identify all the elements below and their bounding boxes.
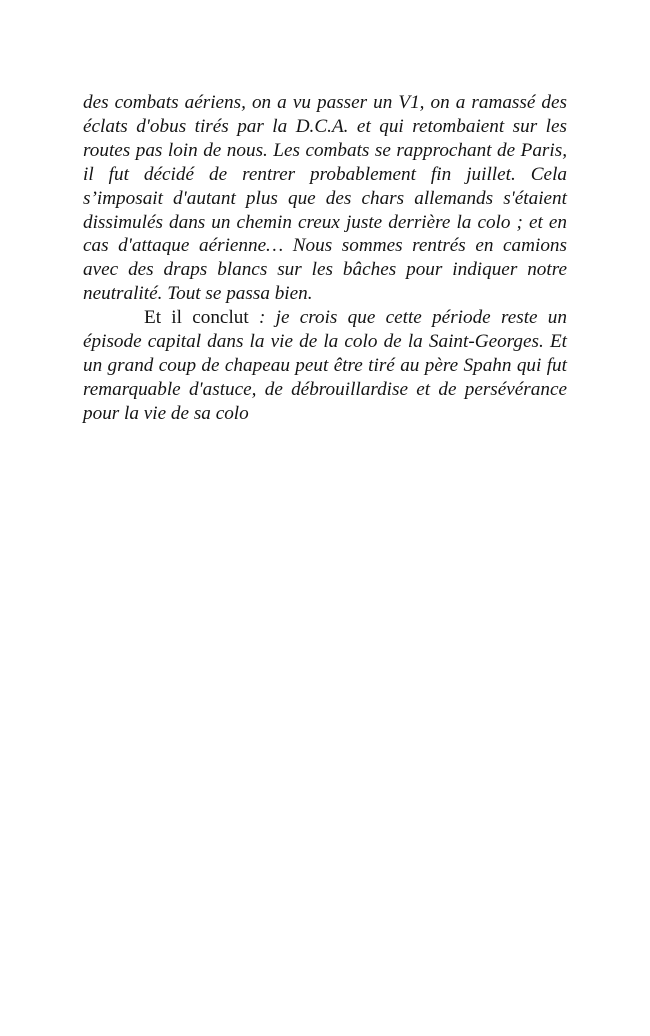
paragraph-return-from-colo	[83, 91, 567, 306]
attribution-text: Et il conclut	[144, 307, 259, 329]
quote-text: : je crois que cette période reste un épisode capital dans la vie de la colo de la Saint-Georges. Et un grand coup de chapeau peut être tiré au père Spahn qui fut remarquable d'astuce, de débrouillardise et de persévérance pour la vie de sa colo	[83, 307, 567, 424]
paragraph-conclusion	[83, 306, 567, 426]
paragraph-text: des combats aériens, on a vu passer un V1, on a ramassé des éclats d'obus tirés par la D.C.A. et qui retombaient sur les routes pas loin de nous. Les combats se rapprochant de Paris, il fut décidé de rentrer probablement fin juillet. Cela s’imposait d'autant plus que des chars allemands s'étaient dissimulés dans un chemin creux juste derrière la colo ; et en cas d'attaque aérienne… Nous sommes rentrés en camions avec des draps blancs sur les bâches pour indiquer notre neutralité. Tout se passa bien.	[83, 92, 567, 305]
document-page	[83, 91, 567, 426]
